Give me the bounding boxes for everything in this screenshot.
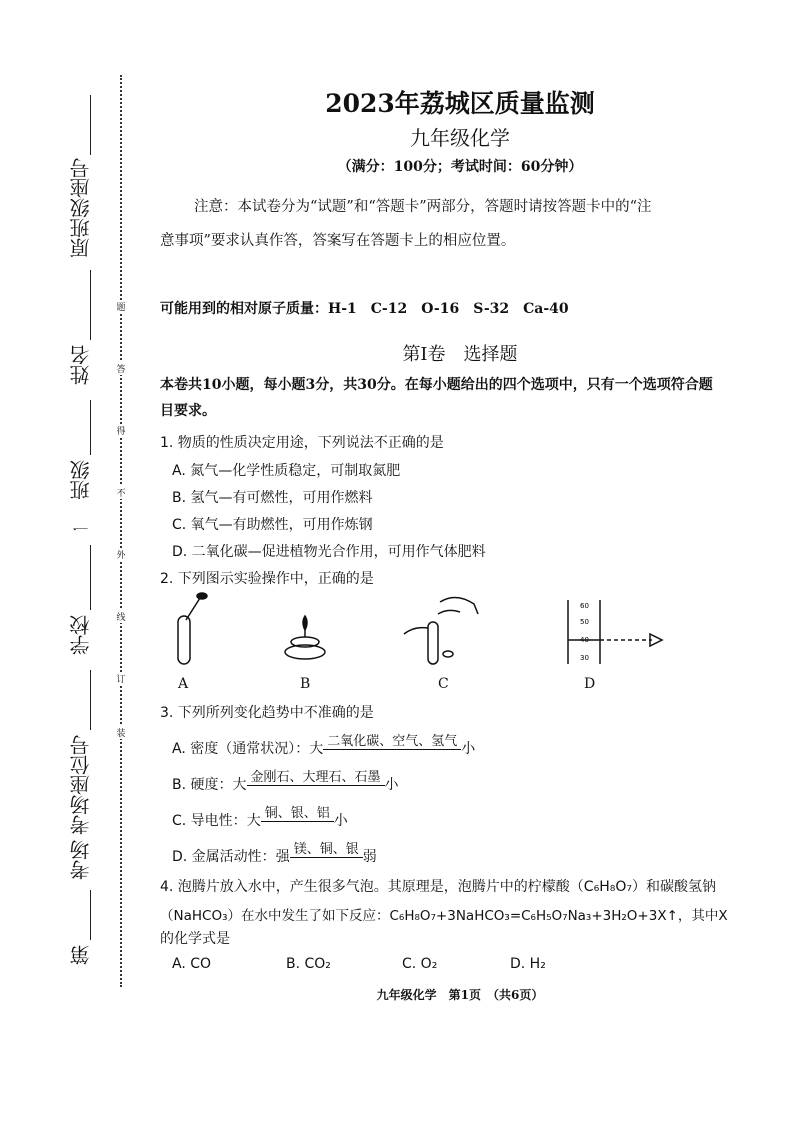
q3-b-prefix: B. 硬度： xyxy=(172,777,233,793)
q4-option-c: C. O₂ xyxy=(402,956,438,972)
q1-option-c: C. 氧气—有助燃性，可用作炼钢 xyxy=(172,517,373,533)
q3-c-big: 大 xyxy=(246,813,261,829)
q3-a-small: 小 xyxy=(461,741,476,757)
seal-dotted-line xyxy=(120,75,122,987)
blank-line-school xyxy=(90,545,91,610)
section-intro-2: 目要求。 xyxy=(160,403,216,419)
seal-char: 答 xyxy=(114,362,128,375)
q4-line-2: （NaHCO₃）在水中发生了如下反应：C₆H₈O₇+3NaHCO₃=C₆H₅O₇Na₃+3H₂O+3X↑，其中X xyxy=(160,908,728,924)
scale-50: 50 xyxy=(580,618,589,626)
scale-60: 60 xyxy=(580,602,589,610)
label-school: 学校 xyxy=(69,615,93,655)
blank-line-seat xyxy=(90,95,91,155)
q3-option-c xyxy=(172,806,348,830)
q2-diagrams xyxy=(160,592,720,672)
q3-option-d xyxy=(172,842,377,866)
q3-a-series: 二氧化碳、空气、氢气 xyxy=(323,730,461,750)
diagram-b-lamp xyxy=(285,616,325,659)
q1-option-b: B. 氢气—有可燃性，可用作燃料 xyxy=(172,490,373,506)
q2-label-a: A xyxy=(178,676,189,692)
q2-stem: 2. 下列图示实验操作中，正确的是 xyxy=(160,571,374,587)
label-room: 考场 xyxy=(69,840,93,880)
q3-d-big: 强 xyxy=(275,849,290,865)
q4-option-d: D. H₂ xyxy=(510,956,546,972)
label-name: 姓名 xyxy=(69,345,93,385)
label-dash: 一 xyxy=(72,520,91,536)
q3-option-b xyxy=(172,770,399,794)
q3-stem: 3. 下列所列变化趋势中不准确的是 xyxy=(160,705,374,721)
scale-40: 40 xyxy=(580,636,589,644)
exam-title: 2023年荔城区质量监测 xyxy=(325,89,595,118)
page-footer: 九年级化学 第1页 （共6页） xyxy=(376,988,544,1002)
q3-d-small: 弱 xyxy=(362,849,377,865)
atomic-mass: 可能用到的相对原子质量：H-1 C-12 O-16 S-32 Ca-40 xyxy=(160,301,569,317)
q1-option-a: A. 氮气—化学性质稳定，可制取氮肥 xyxy=(172,463,401,479)
seal-char: 订 xyxy=(114,672,128,685)
diagram-a-dropper xyxy=(178,593,207,664)
q4-option-a: A. CO xyxy=(172,956,212,972)
notice-line-2: 意事项”要求认真作答，答案写在答题卡上的相应位置。 xyxy=(160,233,516,249)
q3-d-prefix: D. 金属活动性： xyxy=(172,849,276,865)
q4-option-b: B. CO₂ xyxy=(286,956,331,972)
q3-b-series: 金刚石、大理石、石墨 xyxy=(247,766,385,786)
q3-d-series: 镁、铜、银 xyxy=(290,838,363,858)
seal-char: 装 xyxy=(114,726,128,739)
q2-label-c: C xyxy=(438,676,449,692)
blank-line-class xyxy=(90,400,91,455)
q3-option-a xyxy=(172,734,476,758)
exam-subtitle: 九年级化学 xyxy=(410,126,510,150)
seal-char: 线 xyxy=(114,610,128,623)
q3-c-small: 小 xyxy=(333,813,348,829)
blank-line-exam-seat xyxy=(90,670,91,730)
blank-line-room xyxy=(90,890,91,940)
q3-c-prefix: C. 导电性： xyxy=(172,813,247,829)
q3-a-big: 大 xyxy=(309,741,324,757)
label-di: 第 xyxy=(69,945,93,965)
label-class: 班级 xyxy=(69,460,93,500)
q3-a-prefix: A. 密度（通常状况）： xyxy=(172,741,310,757)
q2-label-d: D xyxy=(584,676,596,692)
q2-label-b: B xyxy=(300,676,311,692)
seal-char: 外 xyxy=(114,548,128,561)
label-seat-number: 原班级座号 xyxy=(69,158,93,258)
section-title: 第Ⅰ卷 选择题 xyxy=(402,344,518,365)
exam-info: （满分：100分；考试时间：60分钟） xyxy=(337,159,583,175)
q4-line-1: 4. 泡腾片放入水中，产生很多气泡。其原理是，泡腾片中的柠檬酸（C₆H₈O₇）和碳酸氢钠 xyxy=(160,879,716,895)
label-exam-seat: 考场座位号 xyxy=(69,735,93,835)
scale-30: 30 xyxy=(580,654,589,662)
seal-char: 得 xyxy=(114,424,128,437)
section-intro-1: 本卷共10小题，每小题3分，共30分。在每小题给出的四个选项中，只有一个选项符合题 xyxy=(160,377,713,393)
q3-c-series: 铜、银、铝 xyxy=(261,802,334,822)
q3-b-big: 大 xyxy=(232,777,247,793)
seal-char: 题 xyxy=(114,300,128,313)
seal-char: 不 xyxy=(114,486,128,499)
q3-b-small: 小 xyxy=(384,777,399,793)
q1-stem: 1. 物质的性质决定用途，下列说法不正确的是 xyxy=(160,435,444,451)
blank-line-name xyxy=(90,270,91,340)
diagram-c-pouring xyxy=(404,597,478,664)
notice-line-1: 注意：本试卷分为“试题”和“答题卡”两部分，答题时请按答题卡中的“注 xyxy=(194,199,652,215)
q1-option-d: D. 二氧化碳—促进植物光合作用，可用作气体肥料 xyxy=(172,544,486,560)
q4-line-3: 的化学式是 xyxy=(160,931,230,947)
